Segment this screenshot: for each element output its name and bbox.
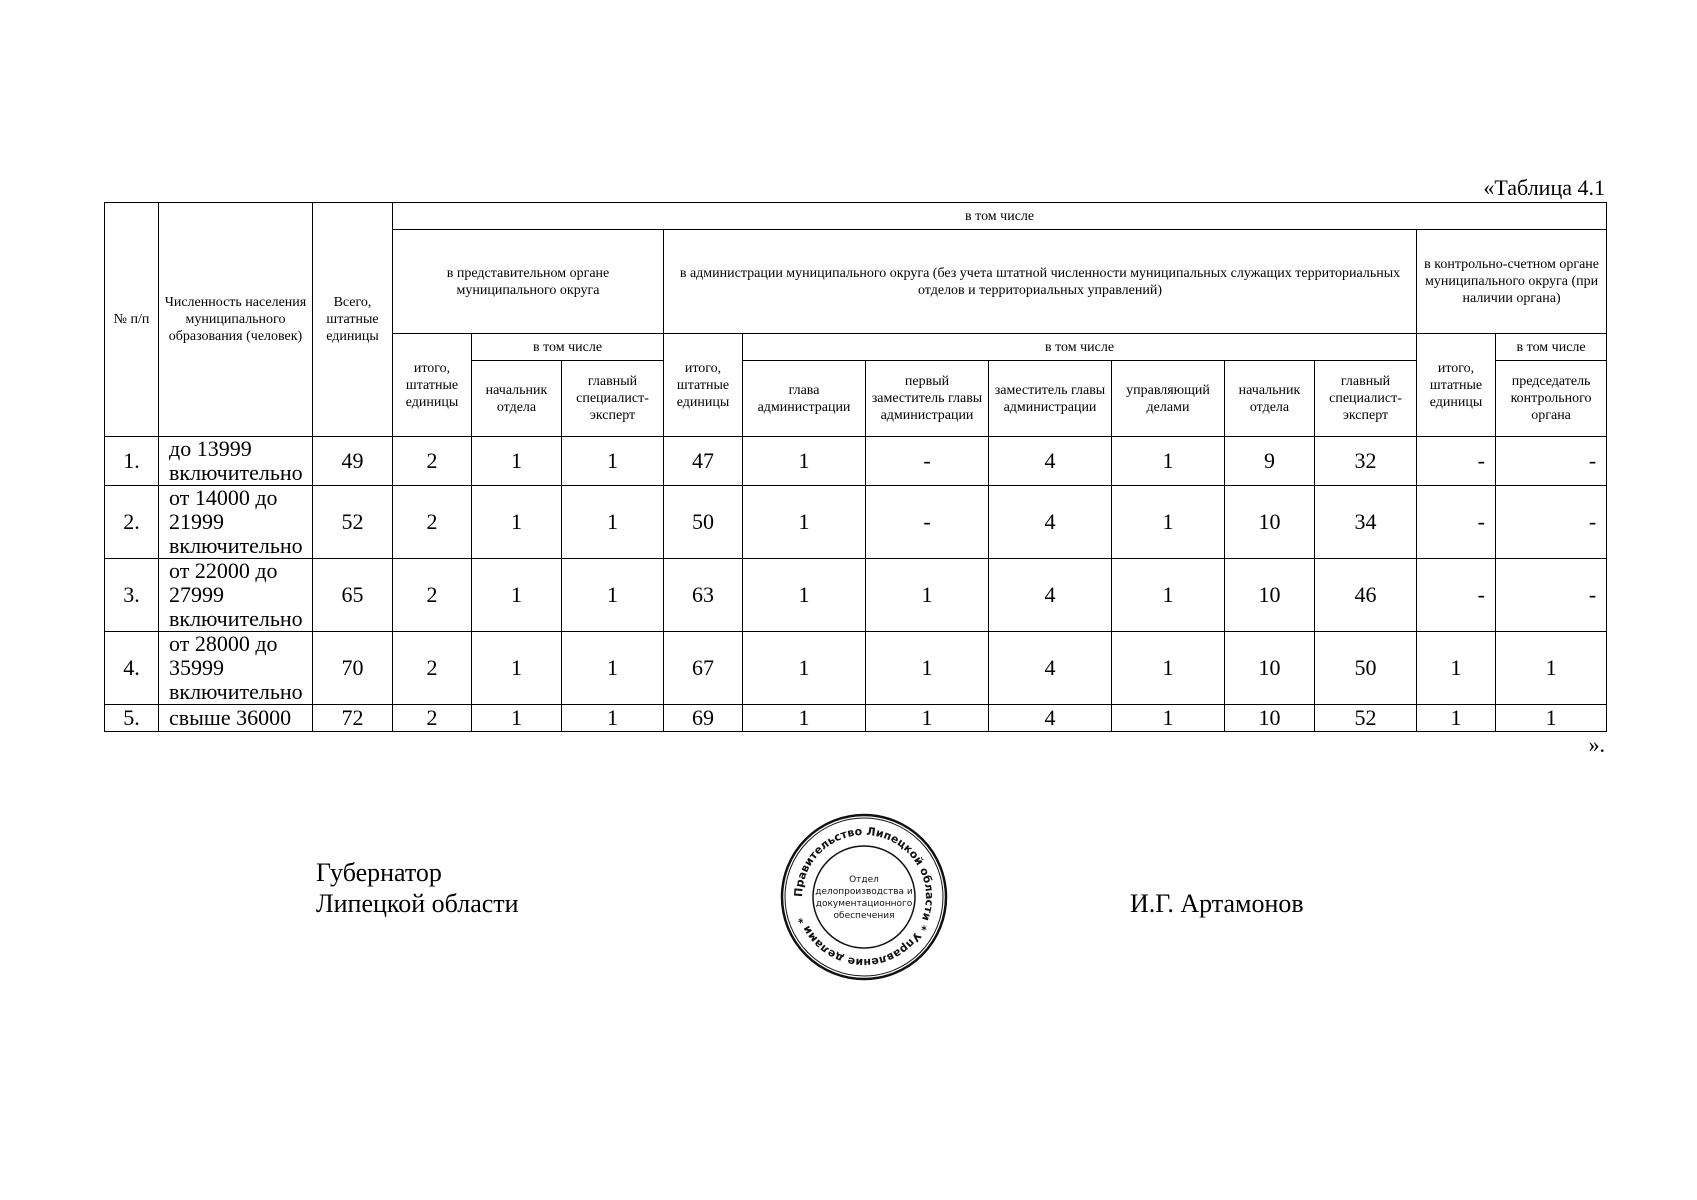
table-cell: 4 <box>989 559 1112 632</box>
seal-outer-text: Правительство Липецкой области * Управление делами * <box>791 824 937 970</box>
table-cell: 1 <box>1112 437 1225 486</box>
table-cell: 2 <box>393 559 472 632</box>
table-cell: 4 <box>989 437 1112 486</box>
header-control: в контрольно-счетном органе муниципального округа (при наличии органа) <box>1417 230 1607 334</box>
position-line-2: Липецкой области <box>316 889 519 918</box>
header-rep-subtotal: итого, штатные единицы <box>393 334 472 437</box>
table-cell: 50 <box>664 486 743 559</box>
header-chairman: председатель контрольного органа <box>1496 361 1607 437</box>
table-cell: 1 <box>866 705 989 732</box>
table-cell: 72 <box>313 705 393 732</box>
table-cell: - <box>1496 486 1607 559</box>
header-office-manager: управляющий делами <box>1112 361 1225 437</box>
table-cell: 1 <box>472 486 562 559</box>
table-cell: 34 <box>1315 486 1417 559</box>
seal-inner-line-1: Отдел <box>849 875 879 885</box>
header-admin-chief-spec: главный специалист-эксперт <box>1315 361 1417 437</box>
table-cell: - <box>1496 437 1607 486</box>
table-cell: 1 <box>866 559 989 632</box>
table-cell: 9 <box>1225 437 1315 486</box>
seal-inner-line-3: документационного <box>815 899 913 909</box>
table-cell: 1 <box>1417 632 1496 705</box>
table-cell: 1 <box>743 486 866 559</box>
table-cell: 67 <box>664 632 743 705</box>
table-cell: 1 <box>562 437 664 486</box>
population-range: от 14000 до 21999 включительно <box>159 486 313 559</box>
table-cell: - <box>1417 559 1496 632</box>
table-cell: 10 <box>1225 559 1315 632</box>
table-cell: 2 <box>393 705 472 732</box>
header-rep-body: в представительном органе муниципального округа <box>393 230 664 334</box>
table-cell: 10 <box>1225 486 1315 559</box>
header-control-subtotal: итого, штатные единицы <box>1417 334 1496 437</box>
official-seal <box>780 813 948 981</box>
row-number: 5. <box>105 705 159 732</box>
table-row <box>105 705 1607 732</box>
table-cell: - <box>866 486 989 559</box>
table-cell: 1 <box>472 437 562 486</box>
table-cell: - <box>1417 486 1496 559</box>
table-row <box>105 632 1607 705</box>
table-row <box>105 437 1607 486</box>
table-cell: 1 <box>562 559 664 632</box>
staffing-table <box>104 202 1607 732</box>
row-number: 3. <box>105 559 159 632</box>
table-cell: - <box>1417 437 1496 486</box>
table-cell: 1 <box>1112 486 1225 559</box>
table-cell: - <box>1496 559 1607 632</box>
table-cell: 1 <box>472 632 562 705</box>
table-cell: 4 <box>989 705 1112 732</box>
header-admin-subtotal: итого, штатные единицы <box>664 334 743 437</box>
table-caption: «Таблица 4.1 <box>1483 175 1605 200</box>
header-including: в том числе <box>393 203 1607 230</box>
seal-inner-line-4: обеспечения <box>833 911 895 921</box>
col-header-population: Численность населения муниципального образования (человек) <box>159 203 313 437</box>
table-cell: 1 <box>743 437 866 486</box>
table-cell: 1 <box>1496 632 1607 705</box>
table-cell: 46 <box>1315 559 1417 632</box>
table-cell: 10 <box>1225 705 1315 732</box>
row-number: 1. <box>105 437 159 486</box>
table-cell: 1 <box>472 705 562 732</box>
table-cell: 50 <box>1315 632 1417 705</box>
table-cell: 1 <box>866 632 989 705</box>
row-number: 2. <box>105 486 159 559</box>
table-cell: 1 <box>1496 705 1607 732</box>
population-range: от 22000 до 27999 включительно <box>159 559 313 632</box>
header-head-admin: глава администрации <box>743 361 866 437</box>
signer-name: И.Г. Артамонов <box>1130 889 1304 918</box>
table-cell: 49 <box>313 437 393 486</box>
table-cell: 65 <box>313 559 393 632</box>
header-admin-head-dept: начальник отдела <box>1225 361 1315 437</box>
table-cell: 1 <box>1112 705 1225 732</box>
table-cell: 4 <box>989 486 1112 559</box>
population-range: до 13999 включительно <box>159 437 313 486</box>
position-line-1: Губернатор <box>316 858 442 887</box>
table-cell: 1 <box>562 705 664 732</box>
header-admin-including: в том числе <box>743 334 1417 361</box>
table-cell: 1 <box>1417 705 1496 732</box>
table-cell: 2 <box>393 486 472 559</box>
table-cell: 52 <box>1315 705 1417 732</box>
col-header-total: Всего, штатные единицы <box>313 203 393 437</box>
table-cell: 1 <box>743 705 866 732</box>
table-cell: 70 <box>313 632 393 705</box>
header-rep-head-dept: начальник отдела <box>472 361 562 437</box>
table-cell: 2 <box>393 437 472 486</box>
table-cell: 1 <box>1112 559 1225 632</box>
table-cell: - <box>866 437 989 486</box>
table-cell: 63 <box>664 559 743 632</box>
col-header-num: № п/п <box>105 203 159 437</box>
table-row <box>105 559 1607 632</box>
table-row <box>105 486 1607 559</box>
table-cell: 1 <box>472 559 562 632</box>
header-rep-chief-spec: главный специалист-эксперт <box>562 361 664 437</box>
population-range: от 28000 до 35999 включительно <box>159 632 313 705</box>
header-rep-including: в том числе <box>472 334 664 361</box>
table-cell: 2 <box>393 632 472 705</box>
population-range: свыше 36000 <box>159 705 313 732</box>
row-number: 4. <box>105 632 159 705</box>
table-cell: 1 <box>743 559 866 632</box>
table-cell: 52 <box>313 486 393 559</box>
table-cell: 69 <box>664 705 743 732</box>
table-cell: 1 <box>1112 632 1225 705</box>
seal-inner-line-2: делопроизводства и <box>815 887 913 897</box>
table-cell: 10 <box>1225 632 1315 705</box>
header-admin: в администрации муниципального округа (без учета штатной численности муниципальных служащих территориальных отделов и территориальных управлений) <box>664 230 1417 334</box>
closing-quote: ». <box>1588 732 1605 757</box>
header-control-including: в том числе <box>1496 334 1607 361</box>
table-cell: 4 <box>989 632 1112 705</box>
table-cell: 1 <box>562 486 664 559</box>
signature-position <box>316 857 519 919</box>
table-cell: 1 <box>562 632 664 705</box>
table-cell: 1 <box>743 632 866 705</box>
table-cell: 47 <box>664 437 743 486</box>
table-cell: 32 <box>1315 437 1417 486</box>
header-deputy: заместитель главы администрации <box>989 361 1112 437</box>
header-first-deputy: первый заместитель главы администрации <box>866 361 989 437</box>
